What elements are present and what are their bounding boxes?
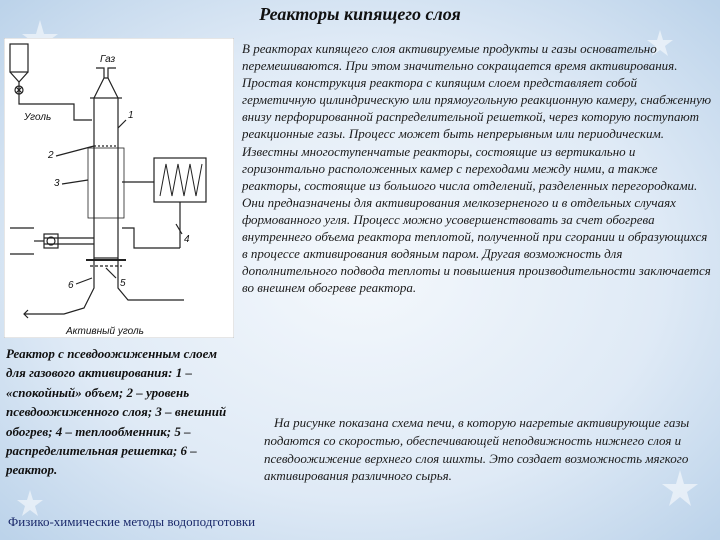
figure-caption: Реактор с псевдоожиженным слоем для газового активирования: 1 – «спокойный» объем; 2 – уровень псевдоожиженного слоя; 3 – внешний обогрев; 4 – теплообменник; 5 – распределительная решетка; 6 – реактор. xyxy=(6,346,227,478)
diagram-label-2: 2 xyxy=(48,150,54,161)
page-title: Реакторы кипящего слоя xyxy=(259,4,461,24)
diagram-label-active-coal: Активный уголь xyxy=(66,326,144,337)
main-paragraph-text: В реакторах кипящего слоя активируемые продукты и газы основательно перемешиваются. При этом значительно сокращается время активирования. Простая конструкция реактора с кипящим слоем представляет собой герметичную цилиндрическую или прямоугольную реакционную камеру, снабженную внизу перфорированной распределительной решеткой, через которую поступают реакционные газы. Процесс может быть непрерывным или периодическим. Известны многоступенчатые реакторы, состоящие из вертикально и горизонтально расположенных камер с переходами между ними, а также реакторы, состоящие из большого числа отделений, разделенных перегородками. Они предназначены для активирования мелкозерненого и в отдельных случаях формованного угля. Процесс можно усовершенствовать за счет обогрева внутреннего объема реактора теплотой, полученной при сгорании и образующихся в процессе активирования водяным паром. Другая возможность для дополнительного подвода теплоты и повышения производительности заключается во внешнем обогреве реактора. xyxy=(242,41,712,296)
diagram-label-6: 6 xyxy=(68,280,74,291)
main-paragraph xyxy=(242,40,714,296)
note-paragraph xyxy=(264,414,712,485)
diagram-label-4: 4 xyxy=(184,234,190,245)
diagram-label-3: 3 xyxy=(54,178,60,189)
note-paragraph-text: На рисунке показана схема печи, в которую нагретые активирующие газы подаются со скоростью, обеспечивающей неподвижность нижнего слоя и псевдоожижение верхнего слоя шихты. Это создает возможность мягкого активирования различного сырья. xyxy=(264,415,690,484)
diagram-label-5: 5 xyxy=(120,278,126,289)
diagram-label-gas: Газ xyxy=(100,54,116,65)
diagram-label-1: 1 xyxy=(128,110,134,121)
diagram-label-coal: Уголь xyxy=(24,112,52,123)
reactor-diagram xyxy=(4,38,234,338)
footer-text: Физико-химические методы водоподготовки xyxy=(8,514,256,529)
